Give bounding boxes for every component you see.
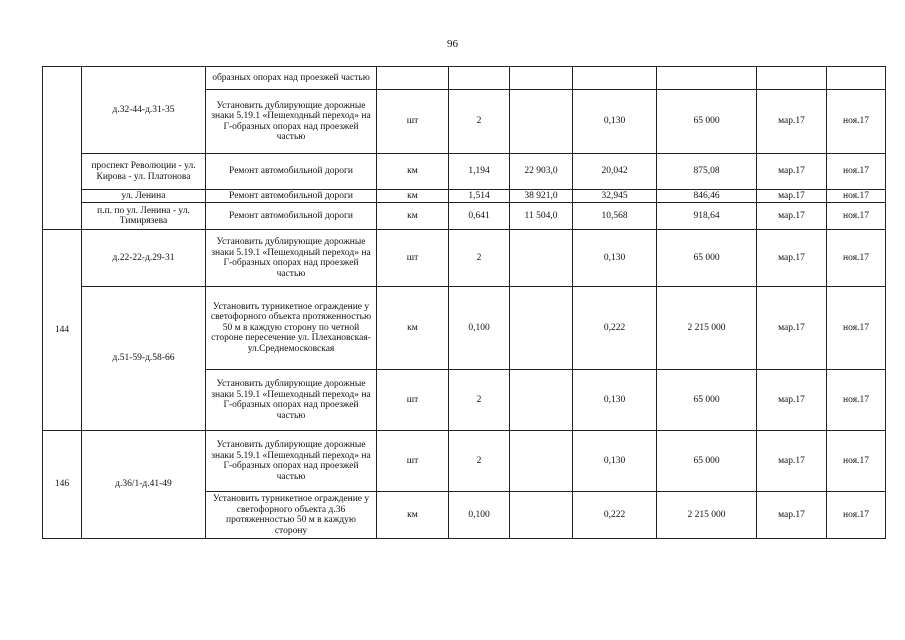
work-cell: Установить дублирующие дорожные знаки 5.19.1 «Пешеходный переход» на Г-образных опорах над проезжей частью bbox=[206, 90, 377, 154]
end-cell bbox=[827, 67, 886, 90]
col6-cell: 0,222 bbox=[573, 492, 657, 539]
unit-cell: шт bbox=[377, 370, 449, 431]
start-cell bbox=[757, 67, 827, 90]
unit-cell: шт bbox=[377, 230, 449, 287]
unit-cell: км bbox=[377, 154, 449, 190]
col7-cell: 65 000 bbox=[657, 431, 757, 492]
end-cell: ноя.17 bbox=[827, 370, 886, 431]
end-cell: ноя.17 bbox=[827, 154, 886, 190]
start-cell: мар.17 bbox=[757, 370, 827, 431]
col6-cell: 0,222 bbox=[573, 287, 657, 370]
address-cell: д.36/1-д.41-49 bbox=[82, 431, 206, 539]
col7-cell: 918,64 bbox=[657, 203, 757, 230]
col7-cell: 2 215 000 bbox=[657, 287, 757, 370]
qty-cell: 2 bbox=[449, 230, 510, 287]
col5-cell bbox=[510, 370, 573, 431]
start-cell: мар.17 bbox=[757, 90, 827, 154]
col5-cell bbox=[510, 67, 573, 90]
unit-cell bbox=[377, 67, 449, 90]
table-row bbox=[43, 154, 886, 190]
col6-cell: 0,130 bbox=[573, 90, 657, 154]
work-cell: Установить дублирующие дорожные знаки 5.19.1 «Пешеходный переход» на Г-образных опорах над проезжей частью bbox=[206, 370, 377, 431]
qty-cell: 1,514 bbox=[449, 190, 510, 203]
col6-cell: 0,130 bbox=[573, 230, 657, 287]
qty-cell: 2 bbox=[449, 370, 510, 431]
col5-cell: 22 903,0 bbox=[510, 154, 573, 190]
work-cell: Ремонт автомобильной дороги bbox=[206, 154, 377, 190]
work-cell: Установить турникетное ограждение у светофорного объекта д.36 протяженностью 50 м в каждую сторону bbox=[206, 492, 377, 539]
table-row bbox=[43, 287, 886, 370]
start-cell: мар.17 bbox=[757, 154, 827, 190]
col5-cell bbox=[510, 230, 573, 287]
qty-cell: 2 bbox=[449, 90, 510, 154]
col6-cell: 0,130 bbox=[573, 370, 657, 431]
start-cell: мар.17 bbox=[757, 287, 827, 370]
end-cell: ноя.17 bbox=[827, 203, 886, 230]
address-cell: д.51-59-д.58-66 bbox=[82, 287, 206, 431]
col7-cell: 875,08 bbox=[657, 154, 757, 190]
unit-cell: км bbox=[377, 287, 449, 370]
work-cell: Установить дублирующие дорожные знаки 5.19.1 «Пешеходный переход» на Г-образных опорах над проезжей частью bbox=[206, 230, 377, 287]
table-row bbox=[43, 203, 886, 230]
row-number-cell bbox=[43, 67, 82, 230]
col5-cell bbox=[510, 90, 573, 154]
unit-cell: км bbox=[377, 203, 449, 230]
start-cell: мар.17 bbox=[757, 230, 827, 287]
end-cell: ноя.17 bbox=[827, 230, 886, 287]
col5-cell bbox=[510, 492, 573, 539]
table-row bbox=[43, 67, 886, 90]
address-cell: д.32-44-д.31-35 bbox=[82, 67, 206, 154]
end-cell: ноя.17 bbox=[827, 190, 886, 203]
col6-cell: 10,568 bbox=[573, 203, 657, 230]
start-cell: мар.17 bbox=[757, 492, 827, 539]
col6-cell: 20,042 bbox=[573, 154, 657, 190]
col7-cell: 65 000 bbox=[657, 230, 757, 287]
work-cell: Установить дублирующие дорожные знаки 5.19.1 «Пешеходный переход» на Г-образных опорах над проезжей частью bbox=[206, 431, 377, 492]
start-cell: мар.17 bbox=[757, 203, 827, 230]
address-cell: п.п. по ул. Ленина - ул. Тимирязева bbox=[82, 203, 206, 230]
col7-cell: 2 215 000 bbox=[657, 492, 757, 539]
col7-cell: 65 000 bbox=[657, 370, 757, 431]
address-cell: проспект Революции - ул. Кирова - ул. Платонова bbox=[82, 154, 206, 190]
unit-cell: км bbox=[377, 492, 449, 539]
col5-cell: 11 504,0 bbox=[510, 203, 573, 230]
row-number-cell: 146 bbox=[43, 431, 82, 539]
table-row bbox=[43, 230, 886, 287]
work-cell: Ремонт автомобильной дороги bbox=[206, 190, 377, 203]
col6-cell: 0,130 bbox=[573, 431, 657, 492]
work-cell: Установить турникетное ограждение у светофорного объекта протяженностью 50 м в каждую сторону по четной стороне пересечение ул. Плехановская-ул.Среднемосковская bbox=[206, 287, 377, 370]
unit-cell: км bbox=[377, 190, 449, 203]
col5-cell bbox=[510, 287, 573, 370]
col7-cell: 65 000 bbox=[657, 90, 757, 154]
address-cell: ул. Ленина bbox=[82, 190, 206, 203]
qty-cell: 0,100 bbox=[449, 492, 510, 539]
col5-cell: 38 921,0 bbox=[510, 190, 573, 203]
qty-cell: 1,194 bbox=[449, 154, 510, 190]
page-number: 96 bbox=[447, 38, 458, 50]
start-cell: мар.17 bbox=[757, 431, 827, 492]
end-cell: ноя.17 bbox=[827, 431, 886, 492]
col5-cell bbox=[510, 431, 573, 492]
col6-cell: 32,945 bbox=[573, 190, 657, 203]
unit-cell: шт bbox=[377, 90, 449, 154]
work-cell: образных опорах над проезжей частью bbox=[206, 67, 377, 90]
end-cell: ноя.17 bbox=[827, 287, 886, 370]
unit-cell: шт bbox=[377, 431, 449, 492]
col6-cell bbox=[573, 67, 657, 90]
qty-cell: 0,641 bbox=[449, 203, 510, 230]
table-row bbox=[43, 431, 886, 492]
col7-cell: 846,46 bbox=[657, 190, 757, 203]
work-cell: Ремонт автомобильной дороги bbox=[206, 203, 377, 230]
start-cell: мар.17 bbox=[757, 190, 827, 203]
qty-cell: 2 bbox=[449, 431, 510, 492]
qty-cell: 0,100 bbox=[449, 287, 510, 370]
row-number-cell: 144 bbox=[43, 230, 82, 431]
works-table bbox=[42, 66, 886, 539]
qty-cell bbox=[449, 67, 510, 90]
end-cell: ноя.17 bbox=[827, 90, 886, 154]
col7-cell bbox=[657, 67, 757, 90]
end-cell: ноя.17 bbox=[827, 492, 886, 539]
table-row bbox=[43, 190, 886, 203]
address-cell: д.22-22-д.29-31 bbox=[82, 230, 206, 287]
